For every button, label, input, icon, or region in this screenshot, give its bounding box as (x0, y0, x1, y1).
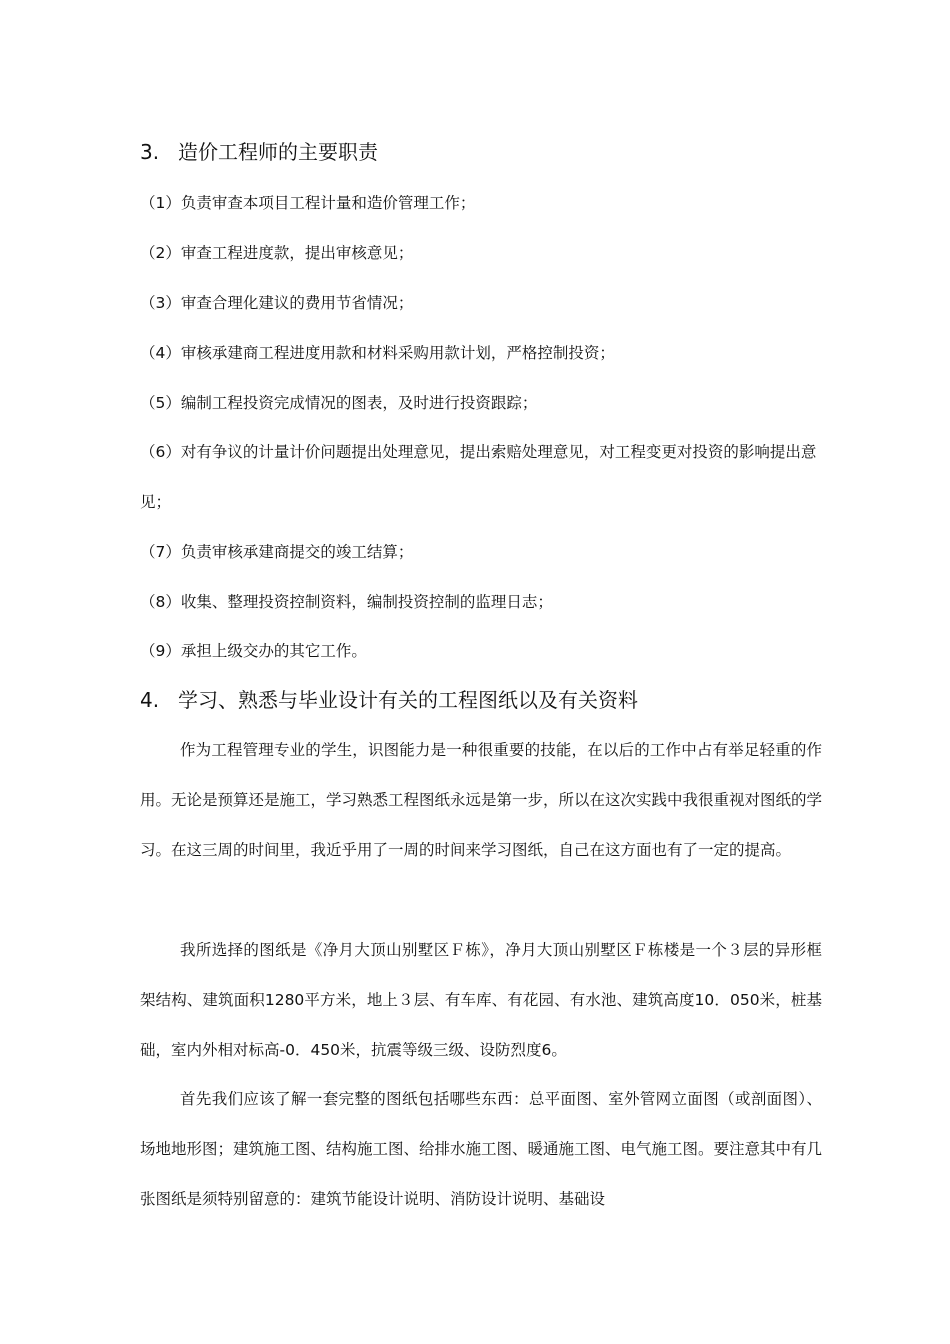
paragraph-3: 首先我们应该了解一套完整的图纸包括哪些东西：总平面图、室外管网立面图（或剖面图）、场地地形图；建筑施工图、结构施工图、给排水施工图、暖通施工图、电气施工图。要注意其中有几张图纸是须特别留意的：建筑节能设计说明、消防设计说明、基础设 (140, 1090, 823, 1208)
section-4-number: 4. (140, 688, 160, 712)
section-3-heading (140, 140, 378, 164)
duty-item-8: （8）收集、整理投资控制资料，编制投资控制的监理日志； (140, 593, 553, 611)
duty-item-7: （7）负责审核承建商提交的竣工结算； (140, 543, 414, 561)
paragraph-1: 作为工程管理专业的学生，识图能力是一种很重要的技能，在以后的工作中占有举足轻重的作用。无论是预算还是施工，学习熟悉工程图纸永远是第一步，所以在这次实践中我很重视对图纸的学习。在这三周的时间里，我近乎用了一周的时间来学习图纸，自己在这方面也有了一定的提高。 (140, 741, 823, 859)
duty-item-3: （3）审查合理化建议的费用节省情况； (140, 294, 414, 312)
duty-item-5: （5）编制工程投资完成情况的图表，及时进行投资跟踪； (140, 394, 538, 412)
paragraph-2: 我所选择的图纸是《净月大顶山别墅区Ｆ栋》，净月大顶山别墅区Ｆ栋楼是一个３层的异形框架结构、建筑面积1280平方米，地上３层、有车库、有花园、有水池、建筑高度10．050米，桩基础，室内外相对标高-0．450米，抗震等级三级、设防烈度6。 (140, 941, 822, 1059)
section-3-number: 3. (140, 140, 160, 164)
duty-item-6: （6）对有争议的计量计价问题提出处理意见，提出索赔处理意见，对工程变更对投资的影响提出意见； (140, 443, 817, 511)
duty-item-1: （1）负责审查本项目工程计量和造价管理工作； (140, 194, 476, 212)
section-3-title: 造价工程师的主要职责 (178, 140, 378, 164)
duty-item-9: （9）承担上级交办的其它工作。 (140, 642, 367, 660)
section-4-heading (140, 688, 638, 712)
section-4-title: 学习、熟悉与毕业设计有关的工程图纸以及有关资料 (178, 688, 638, 712)
duty-item-4: （4）审核承建商工程进度用款和材料采购用款计划，严格控制投资； (140, 344, 615, 362)
duty-item-2: （2）审查工程进度款，提出审核意见； (140, 244, 414, 262)
